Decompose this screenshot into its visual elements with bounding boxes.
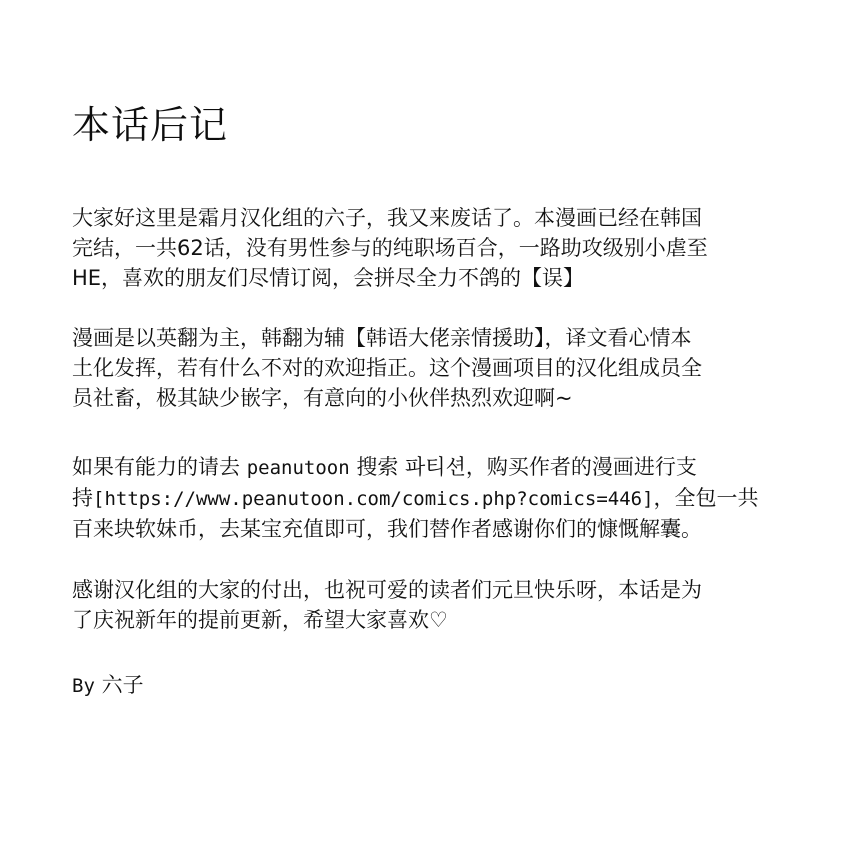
paragraph-line: 员社畜，极其缺少嵌字，有意向的小伙伴热烈欢迎啊~: [72, 386, 573, 410]
paragraph-thanks: [72, 575, 792, 635]
support-text: 如果有能力的请去: [72, 455, 247, 479]
paragraph-line: 了庆祝新年的提前更新，希望大家喜欢♡: [72, 608, 448, 632]
signature-by: By: [72, 675, 95, 697]
paragraph-line: HE，喜欢的朋友们尽情订阅，会拼尽全力不鸽的【误】: [72, 266, 585, 290]
paragraph-line: 土化发挥，若有什么不对的欢迎指正。这个漫画项目的汉化组成员全: [72, 356, 702, 380]
support-text: 搜索 파티션，购买作者的漫画进行支: [349, 455, 697, 479]
paragraph-line: 漫画是以英翻为主，韩翻为辅【韩语大佬亲情援助】，译文看心情本: [72, 326, 692, 350]
site-name: peanutoon: [246, 457, 350, 479]
paragraph-line: 百来块软妹币，去某宝充值即可，我们替作者感谢你们的慷慨解囊。: [72, 517, 702, 541]
comic-url: [https://www.peanutoon.com/comics.php?comics=446]: [93, 488, 654, 510]
paragraph-translation-notes: [72, 323, 792, 413]
signature: [72, 670, 792, 701]
support-text: ，全包一共: [653, 486, 759, 510]
page-title: 本话后记: [72, 103, 229, 147]
support-text: 持: [72, 486, 93, 510]
paragraph-line: 完结，一共62话，没有男性参与的纯职场百合，一路助攻级别小虐至: [72, 236, 708, 260]
paragraph-line: [72, 452, 792, 483]
paragraph-line: 感谢汉化组的大家的付出，也祝可爱的读者们元旦快乐呀，本话是为: [72, 578, 702, 602]
signature-line: [72, 670, 792, 701]
paragraph-support-author: [72, 452, 792, 544]
signature-name: 六子: [101, 673, 144, 697]
paragraph-greeting: [72, 203, 792, 293]
paragraph-line: 大家好这里是霜月汉化组的六子，我又来废话了。本漫画已经在韩国: [72, 206, 702, 230]
paragraph-line: [72, 483, 792, 514]
